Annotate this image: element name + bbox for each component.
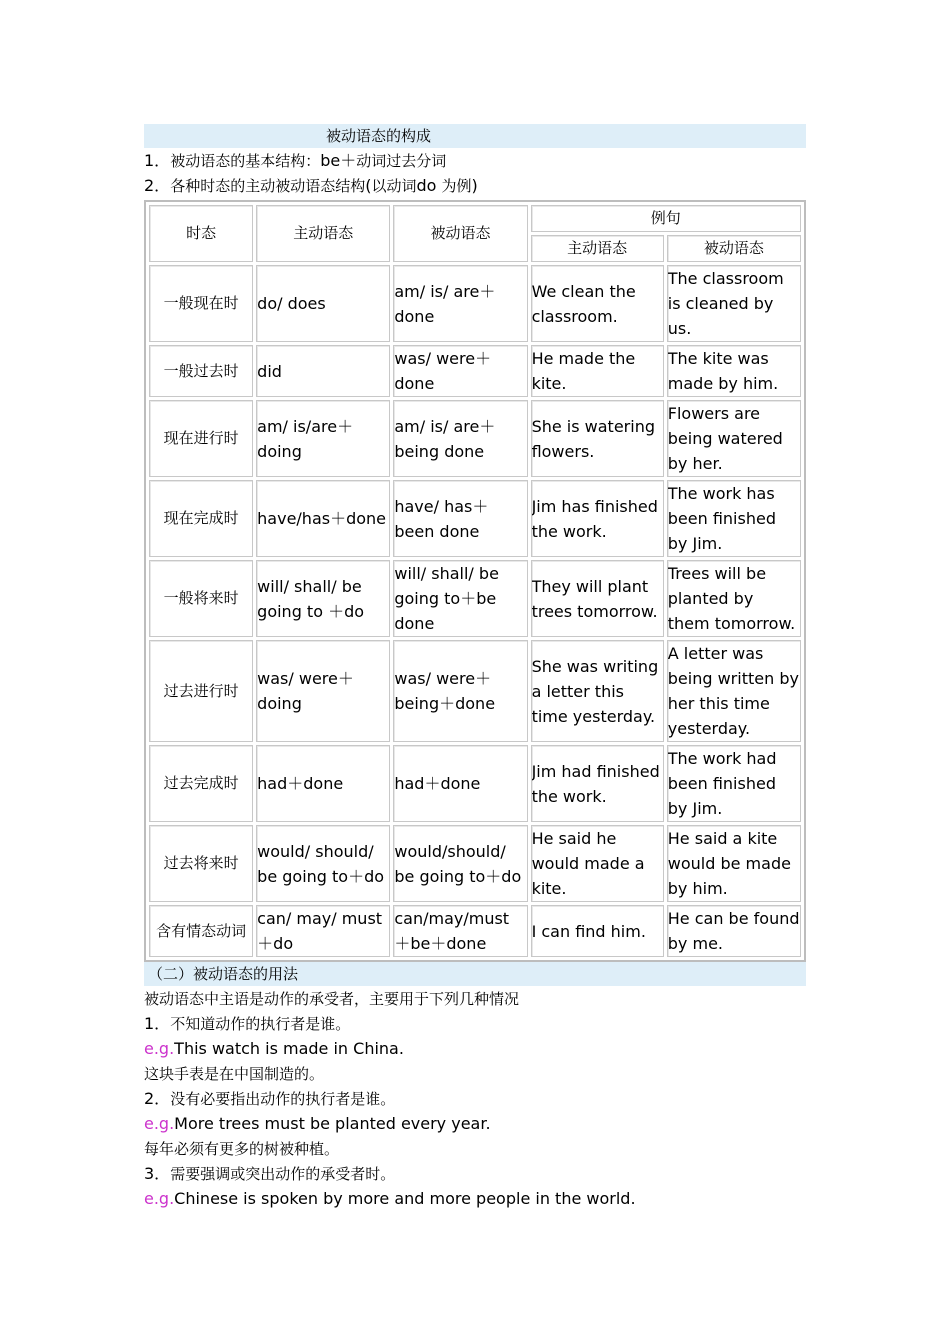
point-text-en: ( — [365, 176, 372, 195]
use-1-example — [144, 1036, 806, 1061]
cell-tense: 含有情态动词 — [149, 905, 253, 957]
cell-example-active: Jim had finished the work. — [531, 745, 664, 822]
cell-example-passive: The work had been finished by Jim. — [667, 745, 801, 822]
cell-active: will/ shall/ be going to ＋do — [256, 560, 390, 637]
cell-tense: 一般将来时 — [149, 560, 253, 637]
cell-example-passive: He can be found by me. — [667, 905, 801, 957]
table-row — [149, 640, 801, 742]
cell-tense: 现在进行时 — [149, 400, 253, 477]
table-row — [149, 265, 801, 342]
header-example: 例句 — [531, 205, 801, 232]
intro-text: 被动语态中主语是动作的承受者，主要用于下列几种情况 — [144, 990, 520, 1008]
tense-voice-table — [144, 200, 806, 962]
header-passive: 被动语态 — [393, 205, 527, 262]
header-active: 主动语态 — [256, 205, 390, 262]
point-2 — [144, 173, 806, 198]
point-text: 被动语态的基本结构： — [170, 152, 321, 170]
cell-example-active: She was writing a letter this time yesterday. — [531, 640, 664, 742]
document-body — [144, 124, 806, 1211]
cell-active: was/ were＋doing — [256, 640, 390, 742]
use-number: 2． — [144, 1089, 171, 1108]
point-text: 以动词 — [371, 177, 417, 195]
cell-example-active: She is watering flowers. — [531, 400, 664, 477]
header-example-active: 主动语态 — [531, 235, 664, 262]
eg-label: e.g. — [144, 1114, 175, 1133]
cell-active: am/ is/are＋doing — [256, 400, 390, 477]
cell-passive: am/ is/ are＋being done — [393, 400, 527, 477]
cell-example-passive: The work has been finished by Jim. — [667, 480, 801, 557]
point-1 — [144, 148, 806, 173]
use-number: 3． — [144, 1164, 171, 1183]
point-text: 为例 — [441, 177, 472, 195]
cell-tense: 现在完成时 — [149, 480, 253, 557]
use-number: 1． — [144, 1014, 171, 1033]
use-2-translation — [144, 1136, 806, 1161]
cell-tense: 过去完成时 — [149, 745, 253, 822]
table-row — [149, 560, 801, 637]
usage-intro — [144, 986, 806, 1011]
cell-tense: 一般现在时 — [149, 265, 253, 342]
section-heading-usage: （二）被动语态的用法 — [144, 962, 806, 986]
cell-passive: will/ shall/ be going to＋be done — [393, 560, 527, 637]
cell-passive: was/ were＋done — [393, 345, 527, 397]
example-sentence: More trees must be planted every year. — [174, 1114, 491, 1133]
use-3-example — [144, 1186, 806, 1211]
table-row — [149, 345, 801, 397]
point-number: 1． — [144, 151, 171, 170]
point-text-en: be＋ — [320, 151, 357, 170]
use-2-example — [144, 1111, 806, 1136]
cell-example-passive: The classroom is cleaned by us. — [667, 265, 801, 342]
example-sentence: This watch is made in China. — [174, 1039, 404, 1058]
use-text: 需要强调或突出动作的承受者时。 — [170, 1165, 396, 1183]
translation-text: 这块手表是在中国制造的。 — [144, 1065, 325, 1083]
translation-text: 每年必须有更多的树被种植。 — [144, 1140, 340, 1158]
cell-passive: had＋done — [393, 745, 527, 822]
use-3 — [144, 1161, 806, 1186]
cell-example-active: They will plant trees tomorrow. — [531, 560, 664, 637]
cell-example-passive: Flowers are being watered by her. — [667, 400, 801, 477]
cell-passive: was/ were＋being＋done — [393, 640, 527, 742]
cell-active: can/ may/ must ＋do — [256, 905, 390, 957]
table-row — [149, 745, 801, 822]
cell-example-active: He made the kite. — [531, 345, 664, 397]
example-sentence: Chinese is spoken by more and more people in the world. — [174, 1189, 636, 1208]
header-tense: 时态 — [149, 205, 253, 262]
cell-passive: am/ is/ are＋done — [393, 265, 527, 342]
table-row — [149, 825, 801, 902]
cell-example-passive: The kite was made by him. — [667, 345, 801, 397]
cell-active: do/ does — [256, 265, 390, 342]
point-text: 动词过去分词 — [356, 152, 447, 170]
cell-active: would/ should/ be going to＋do — [256, 825, 390, 902]
cell-active: have/has＋done — [256, 480, 390, 557]
header-example-passive: 被动语态 — [667, 235, 801, 262]
table-row — [149, 905, 801, 957]
section-heading-formation: 被动语态的构成 — [144, 124, 806, 148]
use-2 — [144, 1086, 806, 1111]
cell-active: had＋done — [256, 745, 390, 822]
point-text: 各种时态的主动被动语态结构 — [170, 177, 366, 195]
eg-label: e.g. — [144, 1039, 175, 1058]
point-text-en: ) — [471, 176, 478, 195]
cell-example-active: Jim has finished the work. — [531, 480, 664, 557]
cell-tense: 过去将来时 — [149, 825, 253, 902]
point-number: 2． — [144, 176, 171, 195]
cell-passive: would/should/ be going to＋do — [393, 825, 527, 902]
cell-tense: 一般过去时 — [149, 345, 253, 397]
point-text-en: do — [416, 176, 442, 195]
cell-active: did — [256, 345, 390, 397]
cell-example-passive: Trees will be planted by them tomorrow. — [667, 560, 801, 637]
eg-label: e.g. — [144, 1189, 175, 1208]
cell-example-active: He said he would made a kite. — [531, 825, 664, 902]
cell-example-passive: A letter was being written by her this time yesterday. — [667, 640, 801, 742]
table-row — [149, 480, 801, 557]
use-1 — [144, 1011, 806, 1036]
cell-example-passive: He said a kite would be made by him. — [667, 825, 801, 902]
use-text: 不知道动作的执行者是谁。 — [170, 1015, 351, 1033]
cell-example-active: I can find him. — [531, 905, 664, 957]
cell-passive: have/ has＋been done — [393, 480, 527, 557]
use-text: 没有必要指出动作的执行者是谁。 — [170, 1090, 396, 1108]
use-1-translation — [144, 1061, 806, 1086]
cell-example-active: We clean the classroom. — [531, 265, 664, 342]
cell-tense: 过去进行时 — [149, 640, 253, 742]
cell-passive: can/may/must ＋be＋done — [393, 905, 527, 957]
table-row — [149, 400, 801, 477]
